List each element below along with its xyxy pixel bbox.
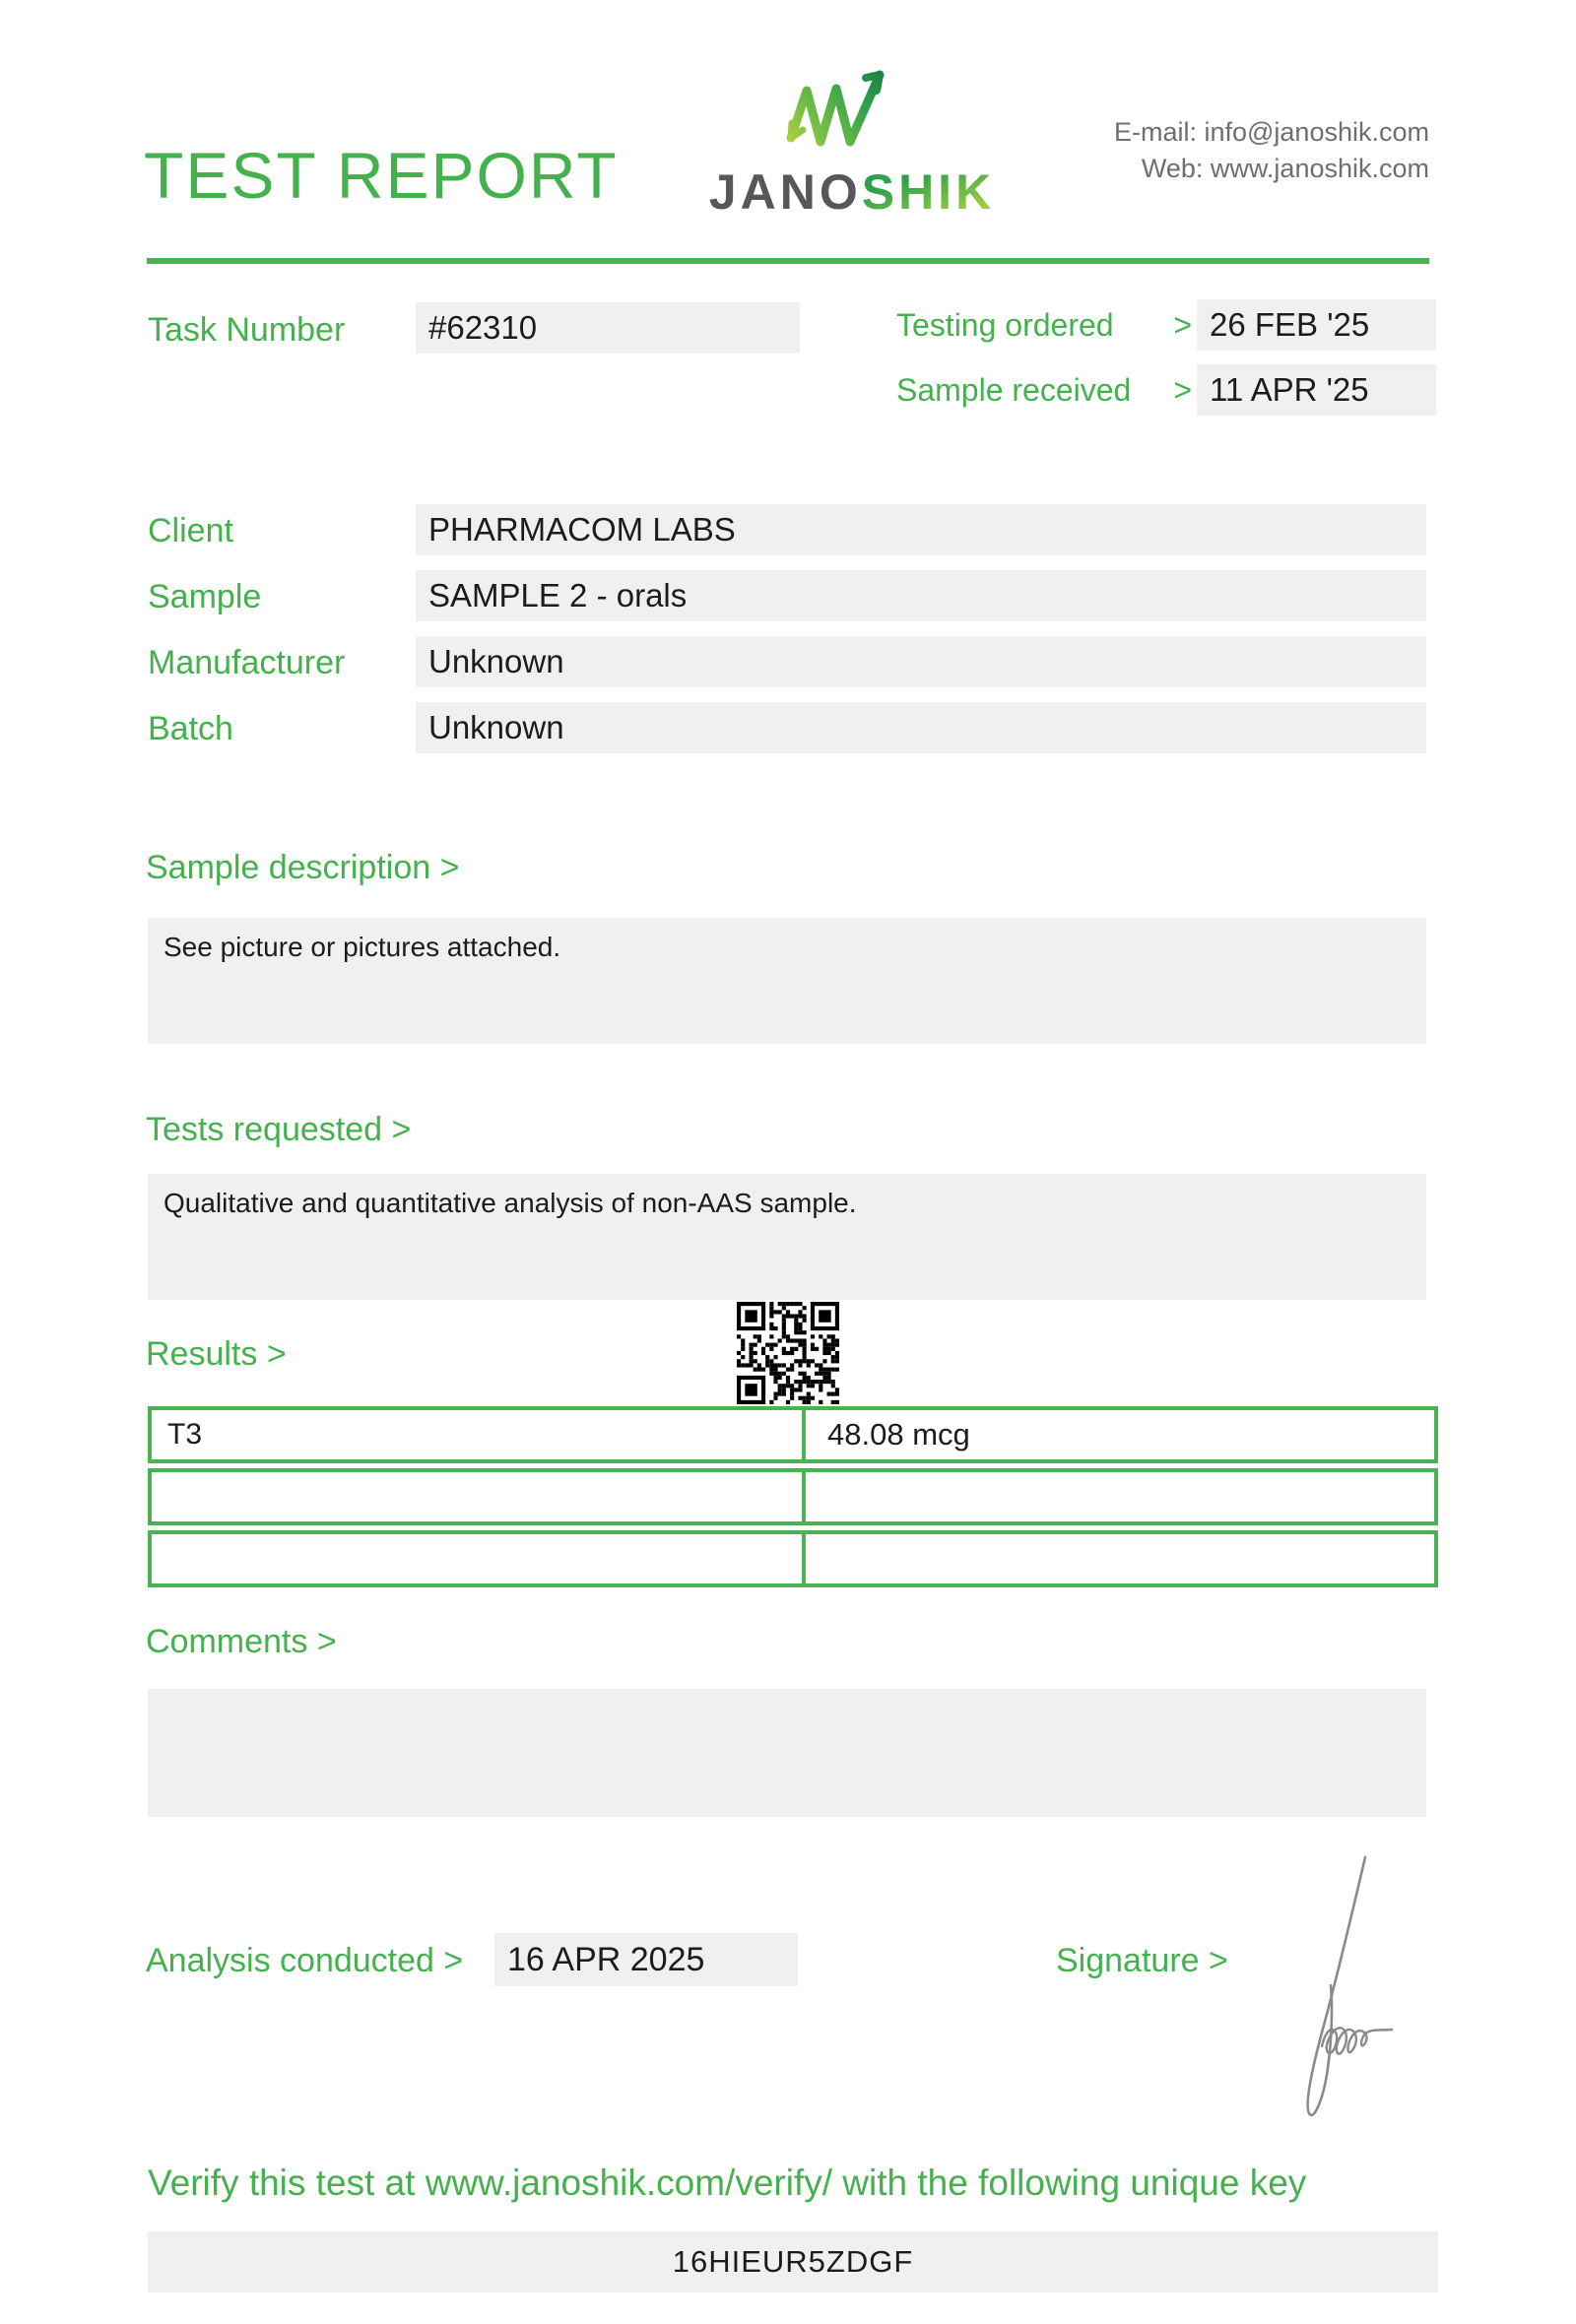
batch-value-box xyxy=(416,702,1426,753)
result-value-cell xyxy=(806,1472,1434,1521)
comments-text xyxy=(148,1689,1426,1703)
sample-received-label: Sample received xyxy=(896,372,1132,408)
comments-heading: Comments > xyxy=(146,1623,337,1660)
client-label: Client xyxy=(148,512,233,549)
signature-image xyxy=(1263,1849,1411,2135)
testing-ordered-value: 26 FEB '25 xyxy=(1210,306,1370,343)
analysis-date-value: 16 APR 2025 xyxy=(507,1940,705,1978)
task-number-label: Task Number xyxy=(148,311,346,349)
analysis-conducted-label: Analysis conducted > xyxy=(146,1942,464,1979)
verify-instruction: Verify this test at www.janoshik.com/verify/ with the following unique key xyxy=(148,2163,1307,2203)
sample-description-heading: Sample description > xyxy=(146,849,460,886)
logo-text-jano: JANO xyxy=(708,164,862,220)
batch-label: Batch xyxy=(148,710,233,747)
sample-label: Sample xyxy=(148,578,262,615)
result-analyte-cell: T3 xyxy=(152,1410,806,1459)
comments-box xyxy=(148,1689,1426,1817)
results-table-row xyxy=(148,1468,1438,1525)
client-value-box xyxy=(416,504,1426,555)
logo-wordmark xyxy=(680,163,1024,221)
results-table-row xyxy=(148,1406,1438,1463)
result-value-cell xyxy=(806,1534,1434,1583)
result-analyte-cell xyxy=(152,1472,806,1521)
testing-ordered-label: Testing ordered xyxy=(896,307,1114,343)
signature-label: Signature > xyxy=(1056,1942,1228,1979)
testing-ordered-label-row xyxy=(896,307,1192,344)
tests-requested-heading: Tests requested > xyxy=(146,1111,412,1148)
task-number-value-box xyxy=(416,302,800,354)
contact-web: Web: www.janoshik.com xyxy=(1141,154,1429,183)
tests-requested-text: Qualitative and quantitative analysis of non-AAS sample. xyxy=(164,1188,857,1218)
sample-value-box xyxy=(416,570,1426,621)
qr-code xyxy=(737,1302,839,1404)
batch-value: Unknown xyxy=(428,709,564,745)
logo-chart-icon xyxy=(776,65,910,163)
sample-received-label-row xyxy=(896,372,1192,409)
sample-value: SAMPLE 2 - orals xyxy=(428,577,688,613)
results-heading: Results > xyxy=(146,1335,287,1373)
analysis-date-box xyxy=(494,1933,798,1986)
manufacturer-label: Manufacturer xyxy=(148,644,346,681)
manufacturer-value-box xyxy=(416,636,1426,687)
sample-received-value-box xyxy=(1197,364,1436,416)
testing-ordered-value-box xyxy=(1197,299,1436,351)
contact-email: E-mail: info@janoshik.com xyxy=(1113,117,1429,147)
page-title: TEST REPORT xyxy=(144,139,619,212)
tests-requested-box xyxy=(148,1174,1426,1300)
sample-received-value: 11 APR '25 xyxy=(1210,371,1369,408)
logo-text-shik: SHIK xyxy=(861,164,996,220)
result-analyte-cell xyxy=(152,1534,806,1583)
client-value: PHARMACOM LABS xyxy=(428,511,736,548)
unique-key-value: 16HIEUR5ZDGF xyxy=(672,2244,914,2279)
header-divider xyxy=(147,258,1429,264)
sample-received-arrow: > xyxy=(1173,372,1192,408)
task-number-value: #62310 xyxy=(428,309,538,346)
result-value-cell: 48.08 mcg xyxy=(827,1417,970,1452)
sample-description-box xyxy=(148,918,1426,1044)
manufacturer-value: Unknown xyxy=(428,643,564,679)
sample-description-text: See picture or pictures attached. xyxy=(164,932,561,962)
contact-block xyxy=(1114,114,1429,187)
unique-key-box xyxy=(148,2231,1438,2292)
testing-ordered-arrow: > xyxy=(1173,307,1192,343)
results-table-row xyxy=(148,1530,1438,1587)
